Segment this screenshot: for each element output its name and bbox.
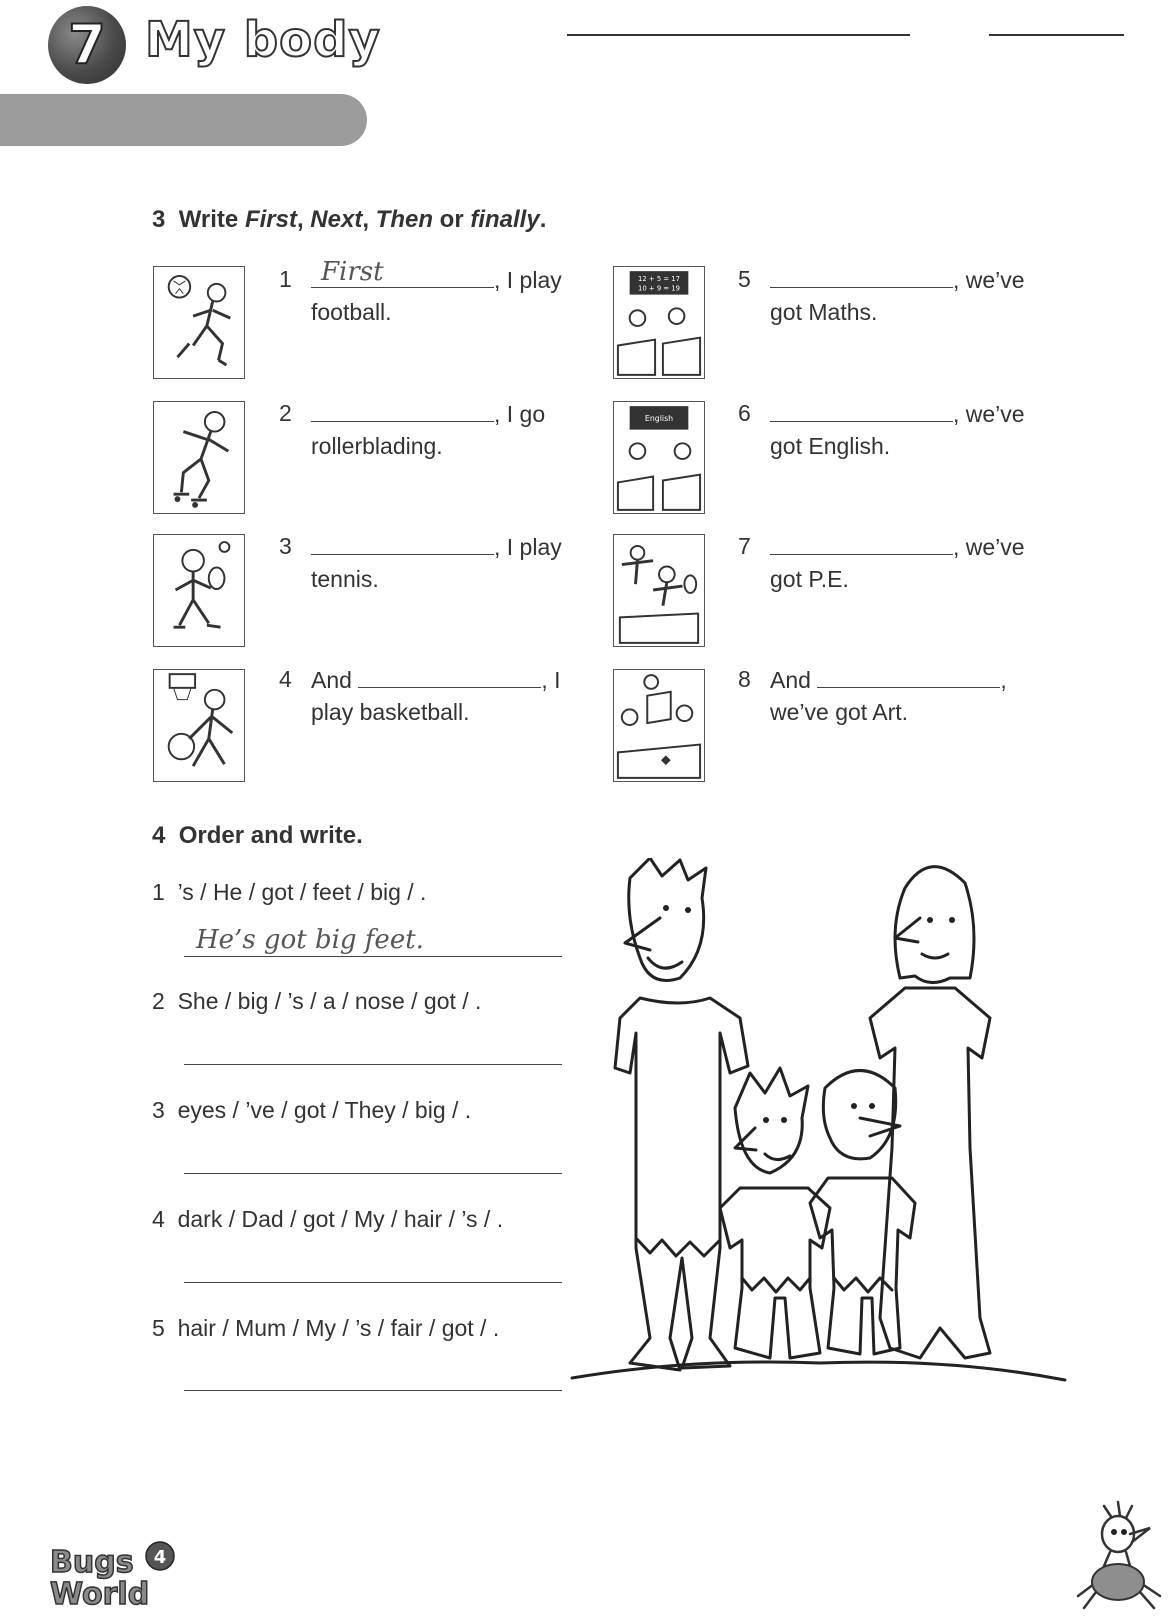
exercise-3-title xyxy=(152,206,546,234)
boy-tennis-icon xyxy=(153,534,245,647)
item-number: 3 xyxy=(152,1097,165,1123)
unit-number: 7 xyxy=(68,13,106,76)
exercise-3-item-6 xyxy=(738,397,1058,467)
section-band xyxy=(0,94,367,146)
troll-family-icon xyxy=(570,858,1070,1413)
item-number: 3 xyxy=(279,533,292,559)
answer-line-5[interactable] xyxy=(184,1390,562,1391)
title-part: , xyxy=(296,206,311,233)
item-text: , I go xyxy=(494,401,546,427)
unit-title: My body xyxy=(145,12,381,68)
english-class-icon xyxy=(613,401,705,514)
answer-blank[interactable] xyxy=(311,530,494,555)
answer-blank[interactable] xyxy=(770,530,953,555)
item-prompt: ’s / He / got / feet / big / . xyxy=(177,879,427,905)
boy-basketball-icon xyxy=(153,669,245,782)
pe-class-icon xyxy=(613,534,705,647)
title-part: or xyxy=(433,206,471,233)
maths-class-icon xyxy=(613,266,705,379)
answer-blank[interactable] xyxy=(358,663,541,688)
title-part: , xyxy=(362,206,376,233)
exercise-4-title xyxy=(152,822,363,850)
item-number: 2 xyxy=(279,400,292,426)
logo-word-1: Bugs xyxy=(50,1545,134,1580)
item-text: , xyxy=(1000,667,1007,693)
item-number: 1 xyxy=(152,879,165,905)
item-number: 7 xyxy=(738,533,751,559)
logo-level: 4 xyxy=(153,1547,167,1568)
exercise-4-item-2 xyxy=(152,985,572,1018)
bugs-world-logo xyxy=(48,1540,178,1614)
answer-blank[interactable] xyxy=(311,397,494,422)
title-part: . xyxy=(539,206,547,233)
exercise-3-item-4 xyxy=(279,663,589,733)
item-text-line2: got Maths. xyxy=(770,299,878,325)
title-part: Write xyxy=(178,206,245,233)
item-text-line2: we’ve got Art. xyxy=(770,699,909,725)
logo-word-2: World xyxy=(50,1577,150,1610)
exercise-4-item-4 xyxy=(152,1203,572,1236)
boy-rollerblading-icon xyxy=(153,401,245,514)
maths-board-line-1: 12 + 5 = 17 xyxy=(638,274,680,283)
exercise-number: 3 xyxy=(152,206,166,233)
exercise-4-item-1 xyxy=(152,876,572,909)
answer-blank[interactable] xyxy=(770,263,953,288)
date-write-line[interactable] xyxy=(989,34,1124,36)
boy-football-icon xyxy=(153,266,245,379)
item-text: , I xyxy=(541,667,561,693)
art-class-icon xyxy=(613,669,705,782)
handwritten-answer: First xyxy=(321,257,384,287)
item-text-before: And xyxy=(770,667,818,693)
exercise-3-item-7 xyxy=(738,530,1058,600)
answer-blank[interactable] xyxy=(770,397,953,422)
bug-mascot-icon xyxy=(1074,1500,1164,1612)
answer-line-1[interactable] xyxy=(184,956,562,957)
item-text: , we’ve xyxy=(953,267,1025,293)
exercise-3-item-8 xyxy=(738,663,1058,733)
maths-board-line-2: 10 + 9 = 19 xyxy=(638,284,680,293)
item-text-line2: got English. xyxy=(770,433,891,459)
exercise-4-item-3 xyxy=(152,1094,572,1127)
item-text-line2: football. xyxy=(311,299,392,325)
item-prompt: eyes / ’ve / got / They / big / . xyxy=(177,1097,472,1123)
item-number: 4 xyxy=(152,1206,165,1232)
exercise-3-item-1 xyxy=(279,257,579,333)
item-prompt: She / big / ’s / a / nose / got / . xyxy=(177,988,482,1014)
item-text: , I play xyxy=(494,267,562,293)
title-word-then: Then xyxy=(375,206,433,233)
answer-line-4[interactable] xyxy=(184,1282,562,1283)
item-text: , I play xyxy=(494,534,562,560)
item-text-line2: play basketball. xyxy=(311,699,470,725)
exercise-3-item-2 xyxy=(279,397,579,467)
answer-line-2[interactable] xyxy=(184,1064,562,1065)
item-text: , we’ve xyxy=(953,534,1025,560)
answer-blank[interactable] xyxy=(311,257,494,288)
item-prompt: hair / Mum / My / ’s / fair / got / . xyxy=(177,1315,500,1341)
item-number: 2 xyxy=(152,988,165,1014)
name-write-line[interactable] xyxy=(567,34,910,36)
item-text: , we’ve xyxy=(953,401,1025,427)
answer-blank[interactable] xyxy=(817,663,1000,688)
item-text-line2: tennis. xyxy=(311,566,379,592)
exercise-number: 4 xyxy=(152,822,166,849)
title-word-next: Next xyxy=(310,206,363,233)
exercise-4-item-5 xyxy=(152,1312,572,1345)
answer-line-3[interactable] xyxy=(184,1173,562,1174)
item-number: 5 xyxy=(152,1315,165,1341)
exercise-title-text: Order and write. xyxy=(178,822,363,849)
item-number: 4 xyxy=(279,666,292,692)
exercise-3-item-5 xyxy=(738,263,1058,333)
title-word-finally: finally xyxy=(470,206,540,233)
english-board-text: English xyxy=(644,413,674,423)
item-text-line2: got P.E. xyxy=(770,566,849,592)
title-word-first: First xyxy=(244,206,297,233)
unit-number-badge xyxy=(48,6,126,84)
item-number: 8 xyxy=(738,666,751,692)
item-prompt: dark / Dad / got / My / hair / ’s / . xyxy=(177,1206,504,1232)
exercise-3-item-3 xyxy=(279,530,579,600)
handwritten-answer: He’s got big feet. xyxy=(196,925,424,955)
item-number: 1 xyxy=(279,266,292,292)
item-number: 6 xyxy=(738,400,751,426)
item-number: 5 xyxy=(738,266,751,292)
item-text-line2: rollerblading. xyxy=(311,433,443,459)
item-text-before: And xyxy=(311,667,359,693)
